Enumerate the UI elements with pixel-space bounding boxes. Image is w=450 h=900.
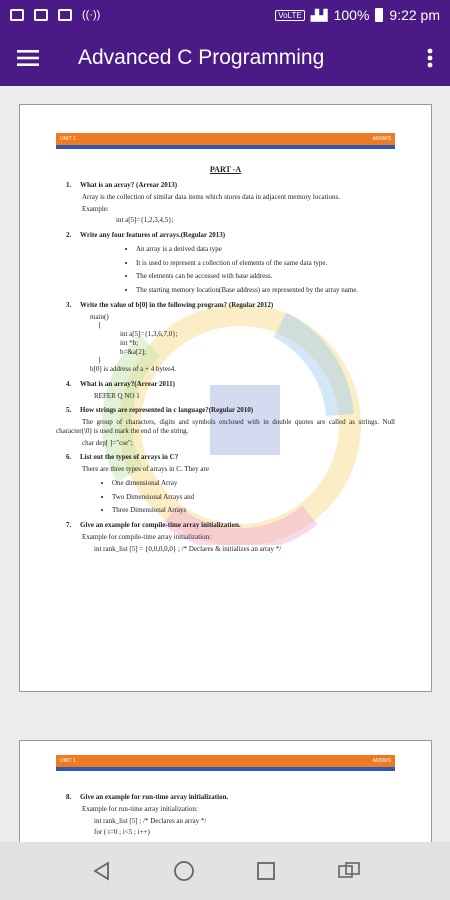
q-text: What is an array? (Arrear 2013) bbox=[80, 181, 178, 189]
header-left-text: UNIT 1 bbox=[60, 136, 76, 142]
pdf-viewer[interactable] bbox=[0, 86, 450, 842]
recents-square-icon bbox=[256, 861, 276, 881]
q-text: Give an example for run-time array initialization. bbox=[80, 793, 229, 801]
q-text: Give an example for compile-time array initialization. bbox=[80, 521, 241, 529]
list-item: • Three Dimensional Arrays bbox=[112, 506, 395, 515]
header-right-text: ANSWS bbox=[372, 758, 391, 764]
page-header-bar bbox=[56, 755, 395, 771]
battery-percent: 100% bbox=[333, 7, 370, 23]
recents-button[interactable] bbox=[251, 856, 281, 886]
q-number: 1. bbox=[66, 181, 72, 189]
question-3 bbox=[66, 301, 395, 310]
signal-icon: ▟▟ bbox=[310, 9, 328, 22]
answer-text: REFER Q NO 1 bbox=[94, 391, 140, 400]
code-line: int rank_list [5] ; /* Declares an array */ bbox=[94, 816, 207, 825]
answer-text: Example for compile-time array initialization: bbox=[82, 532, 212, 541]
q-number: 3. bbox=[66, 300, 72, 309]
q-text: What is an array?(Arrear 2011) bbox=[80, 379, 176, 388]
code-line: { bbox=[98, 321, 102, 330]
code-block bbox=[90, 313, 395, 366]
answer-text: Array is the collection of similar data items which stores data in adjacent memory locations. bbox=[82, 192, 340, 201]
q-number: 5. bbox=[66, 406, 72, 415]
pdf-page-1 bbox=[19, 104, 432, 692]
q-text: Write any four features of arrays.(Regular 2013) bbox=[80, 231, 226, 239]
list-item: • The starting memory location(Base address) are represented by the array name. bbox=[136, 286, 395, 295]
code-line: int a[5]={1,2,3,4,5}; bbox=[116, 216, 174, 225]
clock: 9:22 pm bbox=[389, 7, 440, 23]
code-line: int *b; bbox=[120, 338, 139, 347]
q-text: Write the value of b[0] in the following program? (Regular 2012) bbox=[80, 300, 274, 309]
q-number: 8. bbox=[66, 793, 72, 801]
switch-apps-icon bbox=[337, 861, 361, 881]
q-number: 4. bbox=[66, 379, 72, 388]
q-text: How strings are represented in c language?(Regular 2010) bbox=[80, 406, 254, 415]
menu-button[interactable] bbox=[0, 30, 56, 86]
pdf-page-2 bbox=[19, 740, 432, 842]
header-left-text: UNIT 1 bbox=[60, 758, 76, 764]
overflow-menu-button[interactable] bbox=[410, 30, 450, 86]
home-circle-icon bbox=[173, 860, 195, 882]
app-toolbar bbox=[0, 30, 450, 86]
volte-indicator: VoLTE bbox=[275, 10, 304, 21]
code-line: main() bbox=[90, 312, 109, 321]
list-item: • Two Dimensional Arrays and bbox=[112, 493, 395, 502]
battery-icon bbox=[375, 8, 383, 22]
code-line: int rank_list [5] = {0,0,0,0,0} ; /* Declares & initializes an array */ bbox=[94, 544, 282, 553]
code-line: char dep[ ]="cse"; bbox=[82, 438, 133, 447]
page-2-content bbox=[56, 787, 395, 840]
array-types-list bbox=[56, 479, 395, 515]
page-header-bar bbox=[56, 133, 395, 149]
system-nav-bar bbox=[0, 842, 450, 900]
gallery-icon bbox=[10, 9, 24, 21]
example-label: Example: bbox=[82, 204, 109, 213]
switch-apps-button[interactable] bbox=[334, 856, 364, 886]
list-item: • The elements can be accessed with base address. bbox=[136, 272, 395, 281]
answer-text: b[0] is address of a + 4 bytes4. bbox=[90, 365, 176, 373]
page-1-content bbox=[56, 165, 395, 556]
question-8 bbox=[66, 793, 395, 802]
list-item: • It is used to represent a collection of elements of the same data type. bbox=[136, 259, 395, 268]
question-4 bbox=[66, 380, 395, 389]
question-1 bbox=[66, 181, 395, 190]
features-list bbox=[56, 245, 395, 295]
question-5 bbox=[66, 406, 395, 415]
q-number: 6. bbox=[66, 453, 72, 462]
mail-icon bbox=[34, 9, 48, 21]
answer-text: There are three types of arrays in C. They are bbox=[82, 465, 209, 473]
status-bar bbox=[0, 0, 450, 30]
app-title: Advanced C Programming bbox=[78, 46, 325, 69]
answer-text: The group of characters, digits and symbols enclosed with in double quotes are called as strings. Null character(\0) is used mark the end of the string. bbox=[56, 418, 395, 435]
back-button[interactable] bbox=[86, 856, 116, 886]
q-text: List out the types of arrays in C? bbox=[80, 453, 179, 462]
question-7 bbox=[66, 521, 395, 530]
answer-text: Example for run-time array initialization: bbox=[82, 804, 198, 813]
code-line: int a[5]={1,3,6,7,0}; bbox=[120, 330, 178, 338]
list-item: • One dimensional Array bbox=[112, 479, 395, 488]
home-button[interactable] bbox=[169, 856, 199, 886]
code-line: for ( i=0 ; i<5 ; i++) bbox=[94, 828, 150, 837]
question-6 bbox=[66, 453, 395, 462]
q-number: 7. bbox=[66, 521, 72, 529]
q-number: 2. bbox=[66, 231, 72, 239]
header-right-text: ANSWS bbox=[372, 136, 391, 142]
hotspot-icon: ((·)) bbox=[82, 9, 101, 21]
code-line: b=&a[2]; bbox=[120, 347, 147, 356]
part-heading: PART -A bbox=[209, 165, 242, 174]
list-item: • An array is a derived data type bbox=[136, 245, 395, 254]
code-line: } bbox=[98, 356, 102, 365]
back-triangle-icon bbox=[92, 861, 110, 881]
more-vert-icon bbox=[427, 48, 433, 68]
hamburger-icon bbox=[17, 49, 39, 67]
notification-icons bbox=[10, 9, 100, 21]
question-2 bbox=[66, 231, 395, 240]
youtube-icon bbox=[58, 9, 72, 21]
